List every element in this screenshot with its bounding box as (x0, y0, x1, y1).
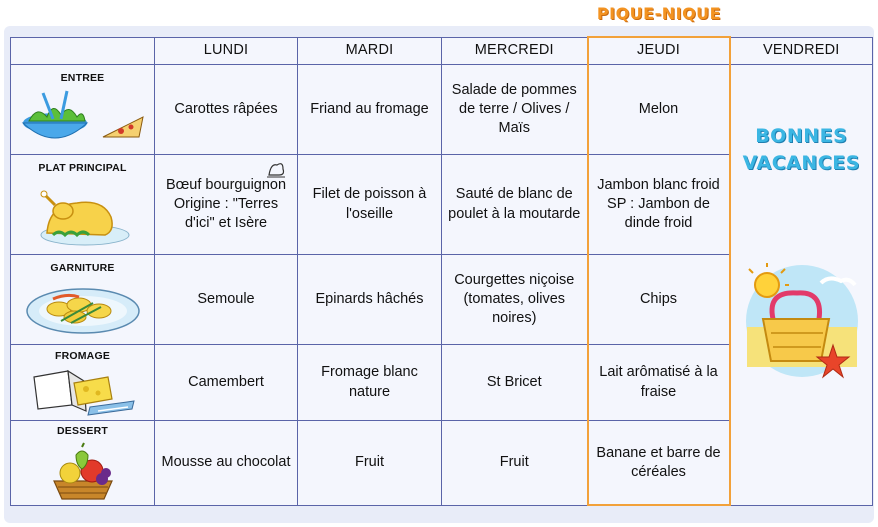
menu-cell: Lait arômatisé à la fraise (588, 345, 730, 421)
roast-chicken-icon (33, 177, 133, 249)
header-corner (11, 37, 155, 65)
category-garniture (11, 255, 155, 345)
menu-cell: Chips (588, 255, 730, 345)
category-label: GARNITURE (50, 261, 115, 274)
menu-cell-text: Bœuf bourguignon Origine : "Terres d'ici" et Isère (165, 176, 287, 232)
fruit-basket-icon (48, 441, 118, 503)
pique-nique-banner: PIQUE-NIQUE (596, 4, 722, 23)
vacances-line-2: VACANCES (742, 151, 860, 174)
menu-cell: Courgettes niçoise (tomates, olives noires) (442, 255, 588, 345)
menu-cell: Mousse au chocolat (155, 421, 298, 506)
category-label: PLAT PRINCIPAL (38, 161, 127, 174)
menu-cell: Fromage blanc nature (298, 345, 442, 421)
terres-dici-logo (265, 155, 287, 181)
header-row (11, 37, 873, 65)
category-entree (11, 65, 155, 155)
category-plat-principal (11, 155, 155, 255)
menu-cell: Friand au fromage (298, 65, 442, 155)
category-dessert (11, 421, 155, 506)
vendredi-vacances-cell (730, 65, 873, 506)
menu-cell: Camembert (155, 345, 298, 421)
day-header-jeudi: JEUDI (588, 37, 730, 65)
weekly-menu-table (10, 36, 873, 506)
potatoes-plate-icon (23, 277, 143, 339)
menu-cell (155, 155, 298, 255)
beach-bag-icon (737, 261, 867, 381)
menu-cell: Jambon blanc froid SP : Jambon de dinde froid (588, 155, 730, 255)
cheese-icon (28, 365, 138, 417)
menu-cell: Melon (588, 65, 730, 155)
salad-icon (17, 87, 149, 149)
day-header-vendredi: VENDREDI (730, 37, 873, 65)
day-header-mardi: MARDI (298, 37, 442, 65)
menu-cell: Carottes râpées (155, 65, 298, 155)
category-label: FROMAGE (54, 349, 111, 362)
category-label: ENTREE (60, 71, 105, 84)
day-header-mercredi: MERCREDI (442, 37, 588, 65)
menu-cell: Sauté de blanc de poulet à la moutarde (442, 155, 588, 255)
menu-cell: Filet de poisson à l'oseille (298, 155, 442, 255)
menu-cell: Epinards hâchés (298, 255, 442, 345)
menu-cell: Fruit (442, 421, 588, 506)
vacances-line-1: BONNES (755, 125, 848, 147)
menu-cell: Salade de pommes de terre / Olives / Maïs (442, 65, 588, 155)
category-label: DESSERT (57, 425, 108, 437)
day-header-lundi: LUNDI (155, 37, 298, 65)
menu-row-entree (11, 65, 873, 155)
menu-cell: Semoule (155, 255, 298, 345)
menu-cell: Banane et barre de céréales (588, 421, 730, 506)
category-fromage (11, 345, 155, 421)
menu-cell: St Bricet (442, 345, 588, 421)
menu-cell: Fruit (298, 421, 442, 506)
